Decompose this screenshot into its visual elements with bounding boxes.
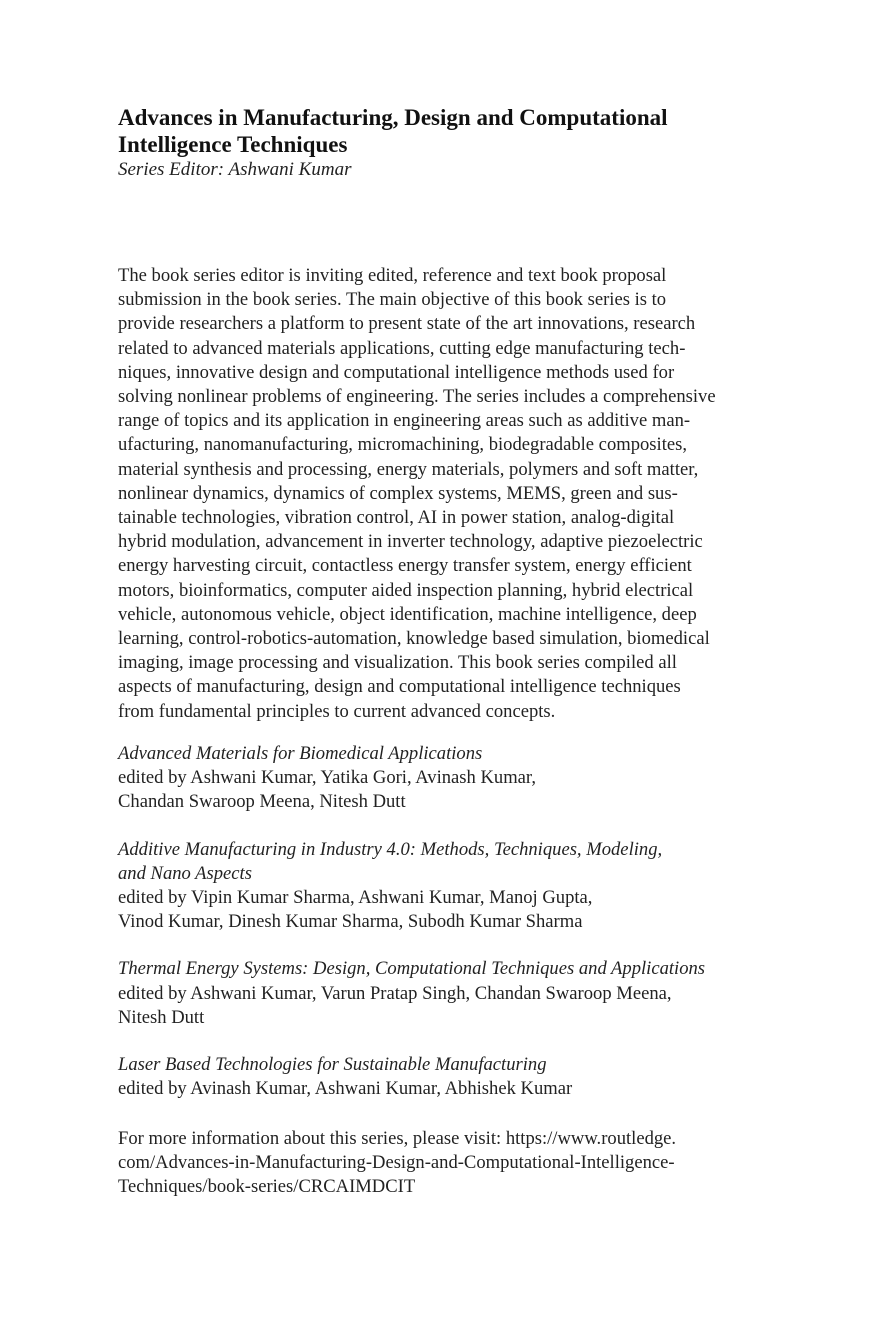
description-line: provide researchers a platform to present state of the art innovations, research — [118, 313, 696, 335]
more-info — [118, 1127, 778, 1200]
book-editors: Vinod Kumar, Dinesh Kumar Sharma, Subodh Kumar Sharma — [118, 911, 583, 933]
description-line: submission in the book series. The main objective of this book series is to — [118, 289, 667, 311]
more-info-url-line: Techniques/book-series/CRCAIMDCIT — [118, 1176, 416, 1198]
book-editors: edited by Ashwani Kumar, Varun Pratap Singh, Chandan Swaroop Meena, — [118, 982, 672, 1004]
description-line: niques, innovative design and computational intelligence methods used for — [118, 361, 675, 383]
description-line: from fundamental principles to current advanced concepts. — [118, 700, 556, 722]
book-editors: Chandan Swaroop Meena, Nitesh Dutt — [118, 791, 406, 813]
book-list — [118, 742, 778, 1124]
description-line: learning, control-robotics-automation, knowledge based simulation, biomedical — [118, 628, 710, 650]
book-title: Thermal Energy Systems: Design, Computational Techniques and Applications — [118, 958, 706, 980]
description-line: tainable technologies, vibration control, AI in power station, analog-digital — [118, 507, 675, 529]
description-line: related to advanced materials applications, cutting edge manufacturing tech- — [118, 337, 686, 359]
description-line: energy harvesting circuit, contactless energy transfer system, energy efficient — [118, 555, 692, 577]
description-line: hybrid modulation, advancement in inverter technology, adaptive piezoelectric — [118, 531, 703, 553]
book-entry — [118, 1053, 778, 1101]
more-info-line: For more information about this series, please visit: https://www.routledge. — [118, 1128, 677, 1149]
description-line: range of topics and its application in engineering areas such as additive man- — [118, 410, 691, 432]
book-title: Laser Based Technologies for Sustainable Manufacturing — [118, 1054, 547, 1076]
series-editor: Series Editor: Ashwani Kumar — [118, 159, 352, 180]
description-line: nonlinear dynamics, dynamics of complex systems, MEMS, green and sus- — [118, 482, 678, 504]
series-header — [118, 104, 798, 182]
series-title-line: Advances in Manufacturing, Design and Computational — [118, 105, 668, 130]
more-info-url-line: com/Advances-in-Manufacturing-Design-and-Computational-Intelligence- — [118, 1152, 675, 1174]
book-editors: edited by Avinash Kumar, Ashwani Kumar, Abhishek Kumar — [118, 1078, 573, 1100]
series-description — [118, 264, 770, 724]
book-editors: edited by Ashwani Kumar, Yatika Gori, Avinash Kumar, — [118, 767, 537, 789]
description-line: vehicle, autonomous vehicle, object identification, machine intelligence, deep — [118, 603, 697, 625]
description-line: ufacturing, nanomanufacturing, micromachining, biodegradable composites, — [118, 434, 687, 456]
book-editors: edited by Vipin Kumar Sharma, Ashwani Kumar, Manoj Gupta, — [118, 887, 593, 909]
book-entry — [118, 957, 778, 1030]
description-line: motors, bioinformatics, computer aided inspection planning, hybrid electrical — [118, 579, 694, 601]
series-title — [118, 104, 798, 158]
book-entry — [118, 742, 778, 815]
book-editors: Nitesh Dutt — [118, 1006, 205, 1028]
book-title: Additive Manufacturing in Industry 4.0: Methods, Techniques, Modeling, — [118, 838, 663, 860]
description-line: The book series editor is inviting edited, reference and text book proposal — [118, 265, 667, 286]
book-title: Advanced Materials for Biomedical Applications — [118, 743, 483, 764]
description-line: solving nonlinear problems of engineering. The series includes a comprehensive — [118, 386, 716, 408]
series-title-line: Intelligence Techniques — [118, 132, 348, 157]
description-line: material synthesis and processing, energy materials, polymers and soft matter, — [118, 458, 699, 480]
description-line: aspects of manufacturing, design and computational intelligence techniques — [118, 676, 681, 698]
book-entry — [118, 838, 778, 935]
description-line: imaging, image processing and visualization. This book series compiled all — [118, 652, 677, 674]
book-title: and Nano Aspects — [118, 862, 252, 884]
